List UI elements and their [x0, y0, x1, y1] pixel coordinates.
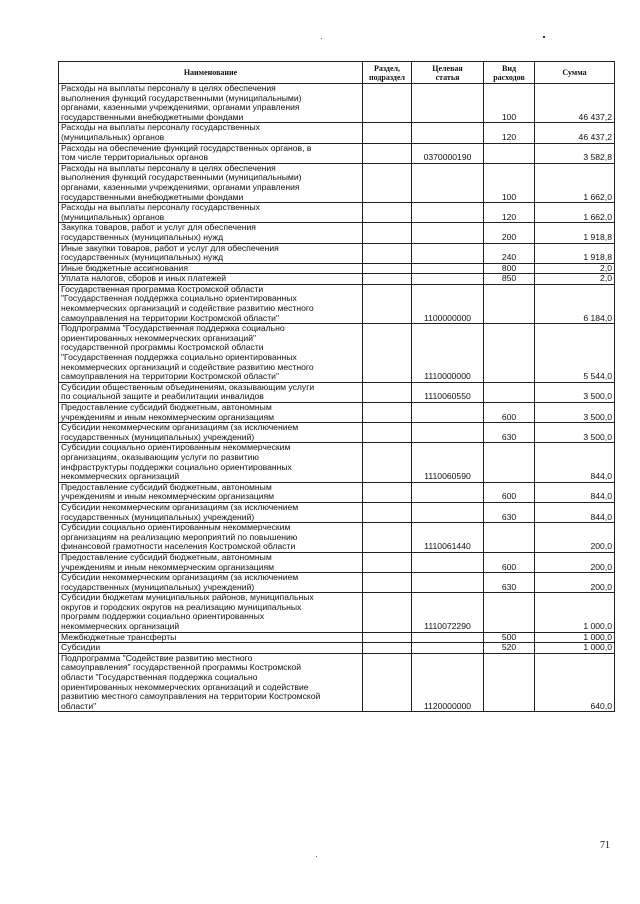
table-row [59, 632, 615, 643]
cell-section [363, 632, 412, 643]
cell-target [412, 203, 484, 223]
cell-target: 1110061440 [412, 523, 484, 553]
cell-name: Субсидии социально ориентированным некоммерческим организациям, оказывающим услуги по развитию инфраструктуры поддержки социально ориентированных некоммерческих организаций [59, 443, 363, 482]
cell-amount: 5 544,0 [535, 324, 615, 383]
cell-section [363, 643, 412, 654]
budget-table [58, 61, 615, 712]
cell-section [363, 502, 412, 522]
cell-type: 240 [484, 243, 535, 263]
cell-type [484, 143, 535, 163]
scan-speck [316, 856, 317, 857]
cell-target [412, 243, 484, 263]
table-row [59, 263, 615, 274]
cell-target [412, 403, 484, 423]
cell-name: Уплата налогов, сборов и иных платежей [59, 274, 363, 285]
cell-amount: 1 000,0 [535, 643, 615, 654]
cell-name: Субсидии бюджетам муниципальных районов, муниципальных округов и городских округов на реализацию муниципальных программ поддержки социально ориентированных некоммерческих организаций [59, 593, 363, 632]
cell-section [363, 203, 412, 223]
table-row [59, 552, 615, 572]
cell-target: 1120000000 [412, 653, 484, 712]
cell-amount: 1 918,8 [535, 223, 615, 243]
cell-amount: 200,0 [535, 573, 615, 593]
cell-section [363, 223, 412, 243]
cell-amount: 46 437,2 [535, 84, 615, 123]
cell-section [363, 653, 412, 712]
table-row [59, 284, 615, 323]
cell-name: Иные закупки товаров, работ и услуг для обеспечения государственных (муниципальных) нужд [59, 243, 363, 263]
cell-name: Расходы на выплаты персоналу государственных (муниципальных) органов [59, 203, 363, 223]
cell-target [412, 502, 484, 522]
table-row [59, 423, 615, 443]
cell-section [363, 263, 412, 274]
cell-target: 1110000000 [412, 324, 484, 383]
cell-name: Предоставление субсидий бюджетным, автономным учреждениям и иным некоммерческим организациям [59, 482, 363, 502]
cell-section [363, 284, 412, 323]
cell-name: Субсидии некоммерческим организациям (за исключением государственных (муниципальных) учреждений) [59, 502, 363, 522]
cell-target [412, 632, 484, 643]
cell-type: 600 [484, 552, 535, 572]
cell-name: Подпрограмма "Содействие развитию местного самоуправления" государственной программы Костромской области "Государственная поддержка социально ориентированных некоммерческих организаций и содействие развитию местного самоуправления на территории Костромской области" [59, 653, 363, 712]
cell-section [363, 84, 412, 123]
header-type: Вид расходов [484, 62, 535, 84]
cell-type: 600 [484, 403, 535, 423]
cell-amount: 200,0 [535, 523, 615, 553]
cell-amount: 2,0 [535, 274, 615, 285]
table-row [59, 123, 615, 143]
scan-speck [321, 38, 322, 39]
cell-type: 120 [484, 203, 535, 223]
cell-target: 1110060550 [412, 382, 484, 402]
cell-name: Расходы на выплаты персоналу в целях обеспечения выполнения функций государственными (муниципальными) органами, казенными учреждениями, органами управления государственными внебюджетными фондами [59, 163, 363, 202]
cell-type [484, 284, 535, 323]
header-amount: Сумма [535, 62, 615, 84]
cell-amount: 844,0 [535, 502, 615, 522]
cell-target [412, 163, 484, 202]
cell-type: 200 [484, 223, 535, 243]
cell-target [412, 552, 484, 572]
cell-amount: 1 662,0 [535, 163, 615, 202]
cell-name: Субсидии некоммерческим организациям (за исключением государственных (муниципальных) учреждений) [59, 573, 363, 593]
cell-amount: 3 500,0 [535, 403, 615, 423]
cell-name: Предоставление субсидий бюджетным, автономным учреждениям и иным некоммерческим организациям [59, 403, 363, 423]
cell-type: 800 [484, 263, 535, 274]
cell-amount: 3 500,0 [535, 423, 615, 443]
cell-section [363, 593, 412, 632]
table-row [59, 324, 615, 383]
cell-type: 630 [484, 423, 535, 443]
cell-section [363, 403, 412, 423]
table-row [59, 203, 615, 223]
cell-amount: 46 437,2 [535, 123, 615, 143]
cell-section [363, 552, 412, 572]
cell-amount: 1 000,0 [535, 593, 615, 632]
cell-amount: 640,0 [535, 653, 615, 712]
cell-target [412, 643, 484, 654]
cell-amount: 1 662,0 [535, 203, 615, 223]
cell-type [484, 593, 535, 632]
cell-target: 1110072290 [412, 593, 484, 632]
cell-target [412, 573, 484, 593]
cell-type: 100 [484, 84, 535, 123]
cell-target [412, 223, 484, 243]
header-section: Раздел, подраздел [363, 62, 412, 84]
cell-section [363, 443, 412, 482]
cell-target [412, 423, 484, 443]
cell-target [412, 274, 484, 285]
cell-type: 600 [484, 482, 535, 502]
cell-amount: 844,0 [535, 443, 615, 482]
cell-amount: 1 000,0 [535, 632, 615, 643]
table-row [59, 523, 615, 553]
cell-section [363, 523, 412, 553]
cell-target: 0370000190 [412, 143, 484, 163]
cell-target: 1100000000 [412, 284, 484, 323]
cell-section [363, 123, 412, 143]
cell-section [363, 143, 412, 163]
cell-type [484, 324, 535, 383]
cell-target [412, 263, 484, 274]
table-row [59, 573, 615, 593]
cell-section [363, 163, 412, 202]
table-header-row [59, 62, 615, 84]
table-row [59, 163, 615, 202]
cell-name: Расходы на обеспечение функций государственных органов, в том числе территориальных органов [59, 143, 363, 163]
table-row [59, 403, 615, 423]
cell-target [412, 84, 484, 123]
cell-name: Субсидии общественным объединениям, оказывающим услуги по социальной защите и реабилитации инвалидов [59, 382, 363, 402]
cell-section [363, 243, 412, 263]
header-name: Наименование [59, 62, 363, 84]
cell-amount: 6 184,0 [535, 284, 615, 323]
cell-type: 500 [484, 632, 535, 643]
cell-amount: 844,0 [535, 482, 615, 502]
cell-amount: 200,0 [535, 552, 615, 572]
table-row [59, 593, 615, 632]
table-row [59, 382, 615, 402]
cell-target [412, 123, 484, 143]
cell-name: Межбюджетные трансферты [59, 632, 363, 643]
cell-amount: 2,0 [535, 263, 615, 274]
cell-name: Закупка товаров, работ и услуг для обеспечения государственных (муниципальных) нужд [59, 223, 363, 243]
cell-name: Субсидии социально ориентированным некоммерческим организациям на реализацию мероприятий по повышению финансовой грамотности населения Костромской области [59, 523, 363, 553]
cell-type: 520 [484, 643, 535, 654]
table-row [59, 243, 615, 263]
cell-section [363, 573, 412, 593]
cell-type [484, 523, 535, 553]
cell-type: 630 [484, 573, 535, 593]
scan-speck [543, 36, 545, 38]
cell-target [412, 482, 484, 502]
cell-type: 630 [484, 502, 535, 522]
cell-name: Субсидии [59, 643, 363, 654]
table-row [59, 643, 615, 654]
cell-type [484, 653, 535, 712]
cell-name: Подпрограмма "Государственная поддержка социально ориентированных некоммерческих организаций" государственной программы Костромской области "Государственная поддержка социально ориентированных некоммерческих организаций и содействие развитию местного самоуправления на территории Костромской области" [59, 324, 363, 383]
table-row [59, 84, 615, 123]
header-target: Целевая статья [412, 62, 484, 84]
cell-target: 1110060590 [412, 443, 484, 482]
table-row [59, 443, 615, 482]
cell-section [363, 423, 412, 443]
table-row [59, 502, 615, 522]
cell-name: Расходы на выплаты персоналу в целях обеспечения выполнения функций государственными (муниципальными) органами, казенными учреждениями, органами управления государственными внебюджетными фондами [59, 84, 363, 123]
cell-amount: 1 918,8 [535, 243, 615, 263]
cell-name: Расходы на выплаты персоналу государственных (муниципальных) органов [59, 123, 363, 143]
cell-section [363, 482, 412, 502]
cell-section [363, 274, 412, 285]
cell-name: Государственная программа Костромской области "Государственная поддержка социально ориентированных некоммерческих организаций и содействие развитию местного самоуправления на территории Костромской области" [59, 284, 363, 323]
cell-type [484, 443, 535, 482]
cell-type: 100 [484, 163, 535, 202]
cell-section [363, 324, 412, 383]
cell-name: Субсидии некоммерческим организациям (за исключением государственных (муниципальных) учреждений) [59, 423, 363, 443]
cell-type: 850 [484, 274, 535, 285]
cell-amount: 3 582,8 [535, 143, 615, 163]
table-row [59, 653, 615, 712]
table-row [59, 274, 615, 285]
cell-name: Предоставление субсидий бюджетным, автономным учреждениям и иным некоммерческим организациям [59, 552, 363, 572]
table-row [59, 482, 615, 502]
table-row [59, 143, 615, 163]
table-row [59, 223, 615, 243]
cell-type [484, 382, 535, 402]
table-body [59, 84, 615, 712]
cell-name: Иные бюджетные ассигнования [59, 263, 363, 274]
cell-type: 120 [484, 123, 535, 143]
page-number: 71 [600, 840, 610, 851]
cell-amount: 3 500,0 [535, 382, 615, 402]
cell-section [363, 382, 412, 402]
